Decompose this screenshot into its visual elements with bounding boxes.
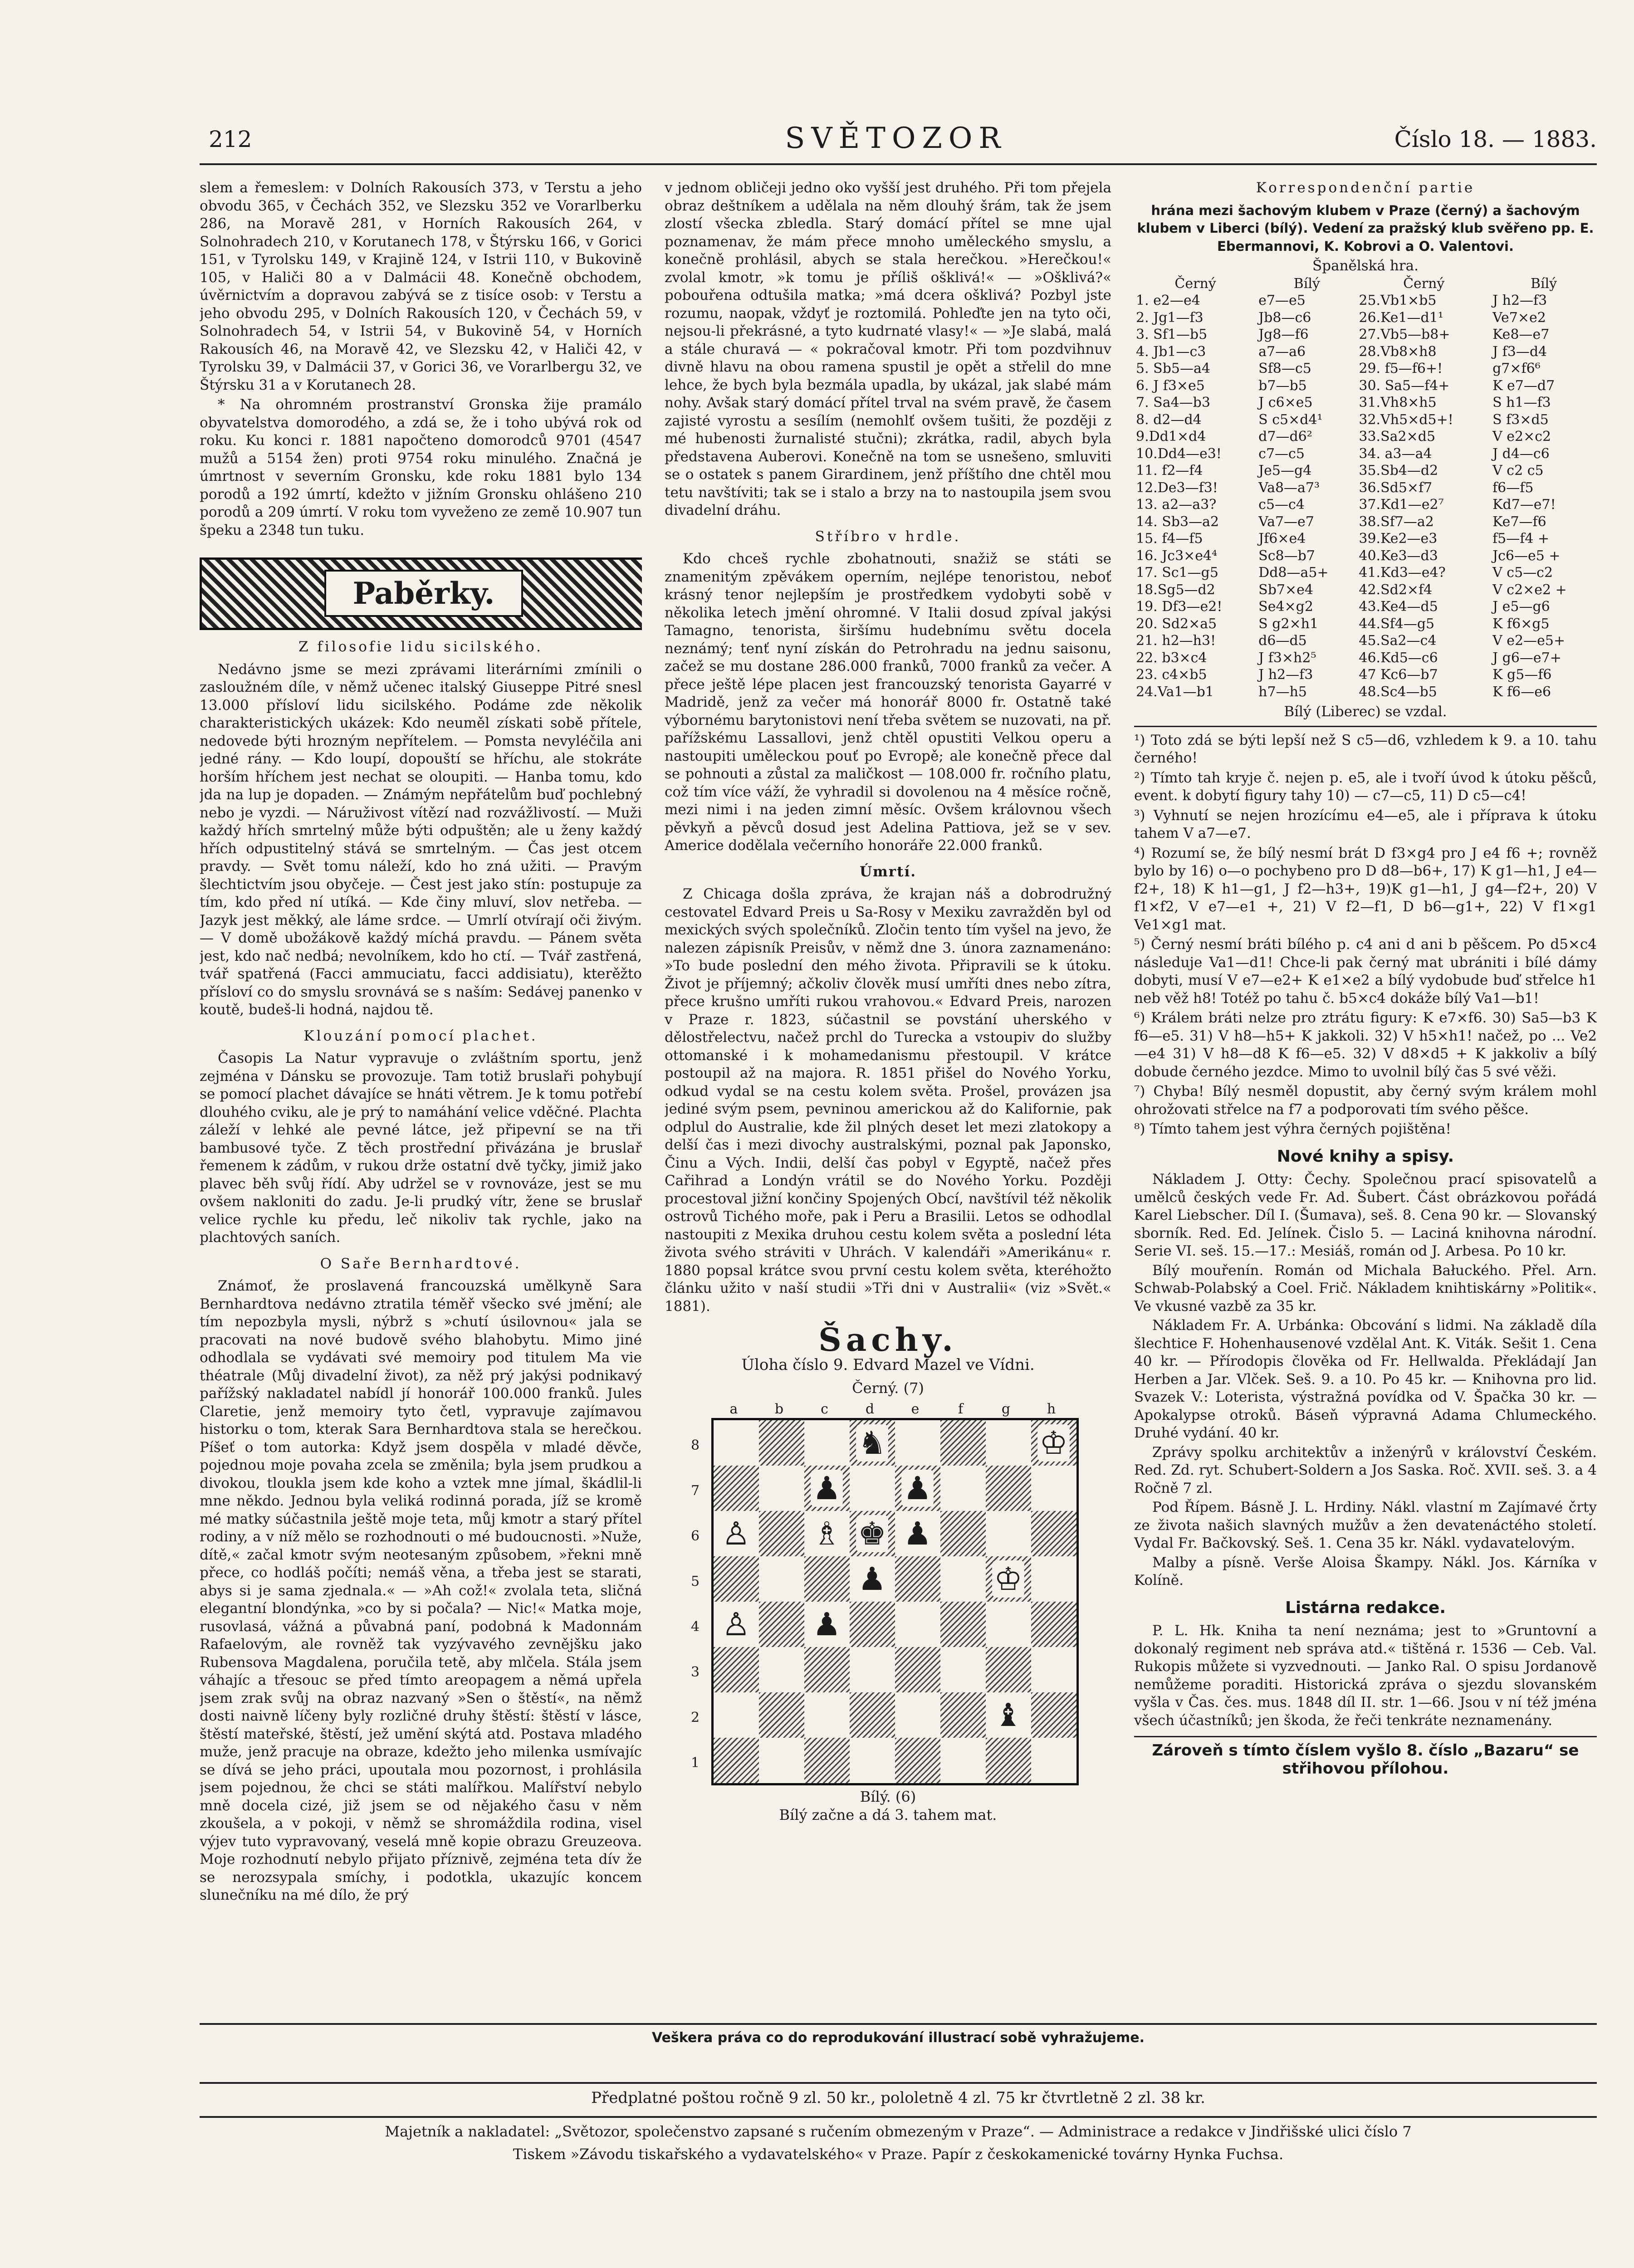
board-square (759, 1602, 804, 1647)
move-cell: K e7—d7 (1492, 377, 1555, 394)
move-cell: 30. Sa5—f4+ (1359, 377, 1450, 394)
footer-rule (200, 2116, 1597, 2118)
move-cell: 31.Vh8×h5 (1359, 395, 1437, 411)
paberky-banner (200, 557, 642, 630)
board-square (759, 1511, 804, 1556)
file-label: b (774, 1401, 784, 1417)
move-row (1134, 684, 1597, 701)
move-cell: Se4×g2 (1258, 599, 1313, 615)
chess-note: ⁸) Tímto tahem jest výhra černých pojištěna! (1134, 1121, 1451, 1137)
listarna-text: P. L. Hk. Kniha ta není neznáma; jest to »Gruntovní a dokonalý regiment neb správa atd.« tištěná r. 1536 — Ceb. Val. Rukopis můžete si vyzvednouti. — Janko Ral. O spisu Jordanově nemůžeme poraditi. Historická zpráva o sjezdu slovanském vyšla v Čas. čes. mus. 1848 díl II. str. 1—66. Jsou v ní též jména všech účastníků; jen škoda, že řeči tenkráte neznamenány. (1134, 1623, 1597, 1729)
chess-piece: ♟ (811, 1606, 843, 1643)
move-row (1134, 445, 1597, 463)
move-row (1134, 326, 1597, 343)
paragraph: Kdo chceš rychle zbohatnouti, snažiž se státi se znamenitým zpěvákem operním, nejlépe tenoristou, neboť krásný tenor nejlepším je prostředkem vydobyti sobě v několika letech jmění ohromné. V Italii dosud zpíval jakýsi Tamagno, tenorista, širšímu hudebnímu světu docela neznámý; tenť nyní získán do Petrohradu na jednu saisonu, začež se mu dostane 286.000 franků, 7000 franků za večer. A přece ještě lépe placen jest francouzský tenorista Gayarré v Madridě, jenž za večer má honorář 8000 fr. Ostatně také výbornému barytonistovi není třeba světem se nuzovati, na př. pařížskému Lassallovi, jenž chtěl opustiti Velkou operu a nastoupiti uměleckou pouť po Evropě; ale konečně přece dal se pohnouti a zůstal za maličkost — 108.000 fr. ročního platu, což tím více váží, že vyhradil si dovolenou na 4 měsíce ročně, mezi nimi i na jeden zimní měsíc. Ovšem královnou všech pěvkyň a pěvců dosud jest Adelina Pattiova, jež se v sev. Americe dodělala večerního honoráře 22.000 franků. (665, 551, 1111, 854)
paragraph: slem a řemeslem: v Dolních Rakousích 373, v Terstu a jeho obvodu 365, v Čechách 352, ve Slezsku 352 ve Vorarlberku 286, na Moravě 281, v Horních Rakousích 264, v Solnohradech 210, v Korutanech 178, v Štýrsku 166, v Gorici 151, v Tyrolsku 149, v Krajině 124, v Istrii 110, v Bukovině 105, v Haliči 80 a v Dalmácii 48. Konečně obchodem, úvěrnictvím a dopravou zabývá se z tisíce osob: v Terstu a jeho obvodu 295, v Dolních Rakousích 120, v Čechách 59, v Solnohradech 54, v Istrii 54, v Bukovině 54, v Horních Rakousích 46, na Moravě 42, ve Slezsku 42, v Haliči 42, v Tyrolsku 39, v Dalmácii 37, v Gorici 36, ve Vorarlbergu 32, ve Štýrsku 31 a v Korutanech 28. (200, 180, 642, 393)
move-cell: e7—e5 (1258, 293, 1306, 308)
chess-piece: ♔ (992, 1560, 1024, 1598)
move-row (1134, 564, 1597, 582)
move-row (1134, 309, 1597, 327)
move-row (1134, 632, 1597, 650)
chess-note: ³) Vyhnutí se nejen hrozícímu e4—e5, ale i příprava k útoku tahem V a7—e7. (1134, 807, 1597, 841)
file-label: c (821, 1401, 828, 1417)
footer-rule (200, 2082, 1597, 2084)
issue-number: Číslo 18. — 1883. (1394, 126, 1597, 152)
correspondence-subtitle: hrána mezi šachovým klubem v Praze (černý) a šachovým klubem v Liberci (bílý). Vedení za pražský klub svěřeno pp. E. Ebermannovi, K. Kobrovi a O. Valentovi. (1137, 202, 1594, 254)
move-cell: 25.Vb1×b5 (1359, 293, 1437, 308)
file-label: h (1047, 1401, 1056, 1417)
paragraph: Známoť, že proslavená francouzská umělkyně Sara Bernhardtova nedávno ztratila téměř všecko své jmění; ale tím nepozbyla mysli, nýbrž s »chutí úsilovnou« jala se pracovati na nové budově svého blahobytu. Mimo jiné odhodlala se vydávati své memoiry pod titulem Ma vie théatrale (Můj divadelní život), za něž prý jakýsi podnikavý pařížský nakladatel nabídl jí honorář 100.000 franků. Jules Claretie, jenž memoiry tyto četl, vypravuje zajímavou historku o tom, kterak Sara Bernhardtova stala se herečkou. Píšeť o tom autorka: Když jsem dospěla v mladé děvče, pojednou moje povaha zcela se změnila; byla jsem prudkou a divokou, tloukla jsem kde koho a vztek mne jímal, škádlil-li mne někdo. Jednou byla veliká rodinná porada, jíž se kromě mé matky súčastnila ještě moje teta, můj kmotr a starý přítel rodiny, a v níž mělo se rozhodnouti o mé budoucnosti. »Nuže, dítě,« začal kmotr svým neotesaným způsobem, »řekni mně přece, co hodláš počíti; nemáš věna, a třeba jest se starati, abys si je sama zjednala.« — »Ah což!« zvolala teta, sličná elegantní blondýnka, »co by si počala? — Nic!« Matka moje, rusovlasá, vážná a půvabná paní, podobná k Madonnám Rafaelovým, ale rovněž tak vyzývavého zevnějšku jako Rubensova Magdalena, poručila tetě, aby mlčela. Stála jsem váhajíc a třesouc se před tímto areopagem a němá upřela jsem zrak svůj na obraz nazvaný »Sen o štěstí«, na němž dosti naivně líčeny byly rozličné druhy štěstí: štěstí v lásce, štěstí mateřské, štěstí, jež umění skýtá atd. Postava mladého muže, jenž pracuje na obraze, kdežto jeho milenka usmívajíc se dívá se jeho práci, upoutala mou pozornost, i prohlásila jsem pojednou, že chci se státi malířkou. Malířství nebylo mně docela cizé, již jsem se od nějakého času v něm zkoušela, a v pokoji, v němž se shromáždila rodina, visel výjev tuto vypravovaný, veselá mně kopie obrazu Greuzeova. Moje rozhodnutí nebylo přijato příznivě, zejména teta dív že se nerozsypala smíchy, i podotkla, ukazujíc koncem slunečníku na mé dílo, že prý (200, 1278, 642, 1903)
file-label: a (729, 1401, 738, 1417)
move-cell: Dd8—a5+ (1258, 565, 1329, 581)
move-row (1134, 377, 1597, 395)
move-row (1134, 411, 1597, 429)
board-square (714, 1511, 759, 1556)
black-label: Černý. (7) (852, 1379, 924, 1397)
move-row (1134, 343, 1597, 361)
move-cell: J h2—f3 (1258, 667, 1313, 683)
board-square (1031, 1692, 1076, 1738)
move-cell: Sc8—b7 (1258, 547, 1315, 564)
rank-label: 8 (690, 1437, 700, 1453)
chess-piece: ♟ (901, 1515, 934, 1552)
column-header: Černý (1174, 275, 1216, 292)
move-row (1134, 666, 1597, 684)
chess-piece: ♝ (992, 1696, 1024, 1734)
board-square (850, 1466, 895, 1511)
board-square (759, 1692, 804, 1738)
board-square (986, 1602, 1031, 1647)
moves-header-row (1134, 275, 1597, 293)
column-3 (1134, 179, 1597, 2012)
section-title: O Saře Bernhardtové. (320, 1255, 522, 1272)
move-cell: 21. h2—h3! (1136, 633, 1216, 649)
section-title: Stříbro v hrdle. (815, 528, 961, 545)
move-cell: Sf8—c5 (1258, 361, 1311, 376)
board-square (895, 1738, 940, 1783)
move-cell: 7. Sa4—b3 (1136, 395, 1210, 411)
move-row (1134, 650, 1597, 667)
move-row (1134, 582, 1597, 599)
move-cell: 6. J f3×e5 (1136, 377, 1205, 394)
board-square (895, 1511, 940, 1556)
move-cell: V e2—e5+ (1492, 633, 1566, 649)
chess-piece: ♙ (720, 1515, 752, 1552)
chess-piece: ♟ (811, 1470, 843, 1507)
board-square (714, 1466, 759, 1511)
board-square (850, 1602, 895, 1647)
move-cell: S f3×d5 (1492, 411, 1549, 428)
chess-piece: ♟ (856, 1560, 888, 1598)
move-cell: 42.Sd2×f4 (1359, 582, 1433, 598)
board-square (804, 1692, 850, 1738)
subscription-line: Předplatné poštou ročně 9 zl. 50 kr., pololetně 4 zl. 75 kr čtvrtletně 2 zl. 38 kr. (591, 2089, 1205, 2107)
move-cell: 38.Sf7—a2 (1359, 513, 1434, 530)
move-cell: 27.Vb5—b8+ (1359, 327, 1450, 342)
board-square (1031, 1556, 1076, 1602)
problem-header: Úloha číslo 9. Edvard Mazel ve Vídni. (741, 1355, 1035, 1374)
move-cell: 40.Ke3—d3 (1359, 547, 1438, 564)
move-cell: 1. e2—e4 (1136, 293, 1200, 308)
move-cell: Jf6×e4 (1258, 531, 1306, 547)
move-cell: d6—d5 (1258, 633, 1307, 649)
move-cell: K g5—f6 (1492, 667, 1552, 683)
column-2 (665, 179, 1111, 2012)
board-square (714, 1647, 759, 1692)
board-square (1031, 1466, 1076, 1511)
move-cell: 39.Ke2—e3 (1359, 531, 1438, 547)
move-cell: a7—a6 (1258, 343, 1306, 360)
rank-label: 1 (690, 1755, 700, 1771)
chess-piece: ♙ (720, 1606, 752, 1643)
book-entry: Nákladem Fr. A. Urbánka: Obcování s lidmi. Na základě díla šlechtice F. Hohenhausenové vzdělal Ant. K. Viták. Sešit 1. Cena 40 kr. — Přírodopis člověka od Fr. Hellwalda. Překládají Jan Herben a Jar. Vlček. Seš. 9. a 10. Po 45 kr. — Knihovna pro lid. Svazek V.: Loterista, výstražná povídka od V. Špačka 30 kr. — Apokalypse otroků. Báseň výpravná Adama Chlumeckého. Druhé vydání. 40 kr. (1134, 1317, 1597, 1441)
board-square (759, 1738, 804, 1783)
move-row (1134, 616, 1597, 633)
paragraph: Z Chicaga došla zpráva, že krajan náš a dobrodružný cestovatel Edvard Preis u Sa-Rosy v Mexiku zavražděn byl od mexických svých společníků. Zločin tento tím vyšel na jevo, že nalezen zápisník Preisův, v němž dne 3. února zaznamenáno: »To bude poslední den mého života. Připravili se k útoku. Život je příjemný; ačkoliv člověk musí umříti dnes nebo zítra, přece krušno umříti rukou vrahovou.« Edvard Preis, narozen v Praze r. 1823, súčastnil se povstání uherského v dělostřelectvu, načež prchl do Turecka a vstoupiv do služby ottomanské i k mohamedanismu přestoupil. V krátce postoupil až na majora. R. 1851 přišel do Nového Yorku, odkud vydal se na cestu kolem světa. Prošel, provázen jsa jediné svým psem, pevninou americkou až do Kalifornie, pak odplul do Australie, kde žil plných deset let mezi zlatokopy a delší čas i mezi divochy australskými, poznal pak Japonsko, Činu a Vých. Indii, delší čas pobyl v Egyptě, načež přes Cařihrad a Londýn vrátil se do Nového Yorku. Později procestoval jižní končiny Spojených Obcí, navštívil též několik ostrovů Tichého moře, pak i Peru a Brasilii. Letos se odhodlal nastoupiti z Mexika druhou cestu kolem světa a poslední léta života svého stráviti v Uhrách. V kalendáři »Amerikánu« r. 1880 popsal krátce svou první cestu kolem světa, kteréhožto článku užito v naší studii »Tři dni v Australii« (viz »Svět.« 1881). (665, 886, 1111, 1315)
book-entry: Malby a písně. Verše Aloisa Škampy. Nákl. Jos. Kárníka v Kolíně. (1134, 1554, 1597, 1589)
divider (1134, 726, 1597, 727)
correspondence-title: Korrespondenční partie (1256, 180, 1475, 196)
move-cell: V c5—c2 (1492, 565, 1553, 581)
file-labels (711, 1400, 1074, 1418)
rank-label: 2 (690, 1709, 700, 1725)
move-cell: 15. f4—f5 (1136, 531, 1203, 547)
board-square (940, 1466, 986, 1511)
move-cell: 26.Ke1—d1¹ (1359, 309, 1443, 326)
move-cell: S g2×h1 (1258, 616, 1319, 632)
move-cell: 28.Vb8×h8 (1359, 343, 1437, 360)
board-square (940, 1602, 986, 1647)
move-cell: Kd7—e7! (1492, 497, 1556, 513)
move-cell: J e5—g6 (1492, 599, 1550, 615)
books-list (1134, 1171, 1597, 1590)
move-cell: 41.Kd3—e4? (1359, 565, 1446, 581)
board-square (1031, 1647, 1076, 1692)
board-square (986, 1420, 1031, 1466)
board-square (759, 1466, 804, 1511)
board-square (804, 1420, 850, 1466)
move-row (1134, 479, 1597, 497)
rights-line: Veškera práva co do reprodukování illustrací sobě vyhražujeme. (651, 2030, 1145, 2046)
opening-name: Španělská hra. (1312, 258, 1419, 274)
column-header: Černý (1403, 275, 1445, 292)
move-cell: 4. Jb1—c3 (1136, 343, 1206, 360)
chess-note: ⁷) Chyba! Bílý nesměl dopustit, aby černý svým králem mohl ohrožovati střelce na f7 a podporovati tím svého pěšce. (1134, 1083, 1597, 1118)
white-label: Bílý. (6) (860, 1788, 916, 1805)
move-cell: K f6×g5 (1492, 616, 1550, 632)
move-cell: J g6—e7+ (1492, 650, 1561, 666)
move-cell: f6—f5 (1492, 479, 1534, 496)
rank-label: 3 (690, 1664, 700, 1680)
move-cell: J f3×h2⁵ (1258, 650, 1316, 666)
move-cell: 3. Sf1—b5 (1136, 327, 1208, 342)
board-square (850, 1556, 895, 1602)
board-square (940, 1556, 986, 1602)
column-header: Bílý (1530, 275, 1557, 292)
bazar-advert: Zároveň s tímto číslem vyšlo 8. číslo „Bazaru“ se střihovou přílohou. (1152, 1741, 1579, 1778)
rank-label: 4 (690, 1618, 700, 1635)
move-cell: Jc6—e5 + (1492, 547, 1561, 564)
board-square (895, 1602, 940, 1647)
board-square (759, 1420, 804, 1466)
move-cell: 48.Sc4—b5 (1359, 684, 1437, 700)
board-square (850, 1647, 895, 1692)
move-cell: Jg8—f6 (1258, 327, 1309, 342)
move-cell: V c2×e2 + (1492, 582, 1567, 598)
result-line: Bílý (Liberec) se vzdal. (1284, 704, 1447, 720)
rank-labels (684, 1423, 707, 1786)
board-square (1031, 1420, 1076, 1466)
move-row (1134, 530, 1597, 547)
move-cell: 47 Kc6—b7 (1359, 667, 1438, 683)
board-square (850, 1511, 895, 1556)
move-cell: 29. f5—f6+! (1359, 361, 1443, 376)
move-cell: 8. d2—d4 (1136, 411, 1202, 428)
board-square (850, 1738, 895, 1783)
board-square (804, 1556, 850, 1602)
chess-board (711, 1418, 1079, 1785)
paragraph: v jednom obličeji jedno oko vyšší jest druhého. Při tom přejela obraz deštníkem a udělala na něm dlouhý šrám, tak že jsem zlostí všecka zbledla. Starý domácí přítel se mne ujal poznamenav, že mám přece mnoho uměleckého smyslu, a konečně prohlásil, abych se stala herečkou. »Herečkou!« zvolal kmotr, »k tomu je příliš ošklivá!« — »Ošklivá?« pobouřena odtušila matka; »má dcera ošklivá? Pozbyl jste rozumu, naopak, vždyť je roztomilá. Pohleďte jen na tyto oči, nejsou-li překrásné, a tyto kudrnaté vlasy!« — »Je slabá, malá a stále churavá — « pokračoval kmotr. Při tom pozdvihnuv divně hlavu na obou ramena spustil je opět a střelil do mne lehce, že bych byla bezmála upadla, by ukázal, jak slabé mám nohy. Avšak starý domácí přítel trval na svém pravě, že časem zajisté vyrostu a sesílím (nemohlť ovšem tušiti, že později z mé hubenosti žurnalisté stučni); zkrátka, radil, abych byla představena Auberovi. Konečně na tom se usnešeno, smluviti se o ostatek s panem Girardinem, jenž příštího dne chtěl mou tetu navštíviti; tak se i stalo a brzy na to nastoupila jsem svou divadelní dráhu. (665, 180, 1111, 518)
move-cell: J h2—f3 (1492, 293, 1547, 308)
chess-piece: ♚ (856, 1515, 888, 1552)
move-cell: c5—c4 (1258, 497, 1305, 513)
move-cell: 20. Sd2×a5 (1136, 616, 1217, 632)
chess-note: ⁶) Králem bráti nelze pro ztrátu figury: K e7×f6. 30) Sa5—b3 K f6—e5. 31) V h8—h5+ K jakkoli. 32) V h5×h1! načež, po ... Ve2—e4 31) V h8—d8 K f6—e5. 32) V d8×d5 + K jakkoliv a bílý dobude černého jezdce. Mimo to uvolnil bílý čas 5 své věži. (1134, 1010, 1597, 1080)
board-square (714, 1556, 759, 1602)
chess-notes (1134, 732, 1597, 1139)
move-cell: J d4—c6 (1492, 445, 1550, 462)
move-cell: 44.Sf4—g5 (1359, 616, 1435, 632)
move-cell: S c5×d4¹ (1258, 411, 1323, 428)
chess-note: ¹) Toto zdá se býti lepší než S c5—d6, vzhledem k 9. a 10. tahu černého! (1134, 732, 1597, 766)
file-label: e (911, 1401, 920, 1417)
board-square (1031, 1602, 1076, 1647)
board-square (895, 1647, 940, 1692)
move-cell: V e2×c2 (1492, 429, 1551, 445)
move-cell: 37.Kd1—e2⁷ (1359, 497, 1444, 513)
board-square (986, 1738, 1031, 1783)
move-cell: Ke7—f6 (1492, 513, 1546, 530)
problem-caption: Bílý začne a dá 3. tahem mat. (779, 1806, 997, 1823)
file-label: d (865, 1401, 875, 1417)
column-1 (200, 179, 642, 2012)
move-row (1134, 462, 1597, 479)
move-cell: 32.Vh5×d5+! (1359, 411, 1453, 428)
chess-piece: ♟ (901, 1470, 934, 1507)
move-cell: Ve7×e2 (1492, 309, 1546, 326)
move-cell: 16. Jc3×e4⁴ (1136, 547, 1218, 564)
move-cell: 2. Jg1—f3 (1136, 309, 1203, 326)
board-square (804, 1466, 850, 1511)
book-entry: Pod Řípem. Básně J. L. Hrdiny. Nákl. vlastní m Zajímavé črty ze života našich slavných mužův a žen devatenáctého století. Vydal Fr. Bačkovský. Seš. 1. Cena 35 kr. Nákl. vydavatelovým. (1134, 1499, 1597, 1551)
board-square (759, 1556, 804, 1602)
move-cell: 33.Sa2×d5 (1359, 429, 1436, 445)
move-cell: Ke8—e7 (1492, 327, 1550, 342)
move-row (1134, 496, 1597, 513)
board-square (940, 1738, 986, 1783)
footer-rule (200, 2023, 1597, 2025)
chess-note: ²) Tímto tah kryje č. nejen p. e5, ale i tvoří úvod k útoku pěšců, event. k dobytí figury tahy 10) — c7—c5, 11) D c5—c4! (1134, 769, 1597, 804)
move-cell: g7×f6⁶ (1492, 361, 1541, 376)
move-cell: K f6—e6 (1492, 684, 1551, 700)
board-square (986, 1647, 1031, 1692)
move-row (1134, 547, 1597, 565)
divider (1134, 1736, 1597, 1737)
move-row (1134, 428, 1597, 445)
move-cell: 35.Sb4—d2 (1359, 463, 1438, 479)
move-row (1134, 360, 1597, 377)
column-header: Bílý (1293, 275, 1320, 292)
moves-table (1134, 275, 1597, 701)
move-cell: 9.Dd1×d4 (1136, 429, 1206, 445)
listarna-title: Listárna redakce. (1285, 1598, 1446, 1617)
board-square (940, 1511, 986, 1556)
chess-section-title: Šachy. (818, 1321, 958, 1359)
board-square (850, 1420, 895, 1466)
chess-piece: ♗ (811, 1515, 843, 1552)
board-square (714, 1738, 759, 1783)
move-cell: S h1—f3 (1492, 395, 1551, 411)
section-title: Z filosofie lidu sicilského. (298, 639, 543, 655)
board-square (986, 1556, 1031, 1602)
move-cell: f5—f4 + (1492, 531, 1550, 547)
move-row (1134, 513, 1597, 531)
moves-body (1134, 292, 1597, 700)
move-cell: 13. a2—a3? (1136, 497, 1217, 513)
board-square (895, 1556, 940, 1602)
board-square (1031, 1738, 1076, 1783)
move-cell: 19. Df3—e2! (1136, 599, 1223, 615)
move-cell: Va8—a7³ (1258, 479, 1320, 496)
chess-diagram (684, 1400, 1092, 1786)
move-cell: 14. Sb3—a2 (1136, 513, 1219, 530)
header-rule (200, 163, 1597, 165)
paragraph: * Na ohromném prostranství Gronska žije pramálo obyvatelstva domorodého, a zdá se, že i toho ubývá rok od roku. Ku konci r. 1881 napočteno domorodců 9701 (4547 mužů a 5154 žen) proti 9754 roku minulého. Značná je úmrtnost v severním Gronsku, kde roku 1881 bylo 134 porodů a 192 úmrtí, kdežto v jižním Gronsku ohlášeno 210 porodů a 209 úmrtí. V roku tom vyveženo ze země 10.907 tun špeku a 2348 tun tuku. (200, 396, 642, 538)
printer-line: Tiskem »Závodu tiskařského a vydavatelského« v Praze. Papír z českokamenické továrny Hynka Fuchsa. (513, 2146, 1284, 2163)
move-cell: 11. f2—f4 (1136, 463, 1203, 479)
move-row (1134, 598, 1597, 616)
move-cell: 22. b3×c4 (1136, 650, 1207, 666)
move-cell: 10.Dd4—e3! (1136, 445, 1222, 462)
move-cell: J c6×e5 (1258, 395, 1313, 411)
chess-note: ⁵) Černý nesmí bráti bílého p. c4 ani d ani b pěšcem. Po d5×c4 následuje Va1—d1! Chce-li pak černý mat ubrániti i bílé dámy dobyti, musí V e7—e2+ K e1×e2 a bílý vydobude buď střelce h1 neb věž h8! Totéž po tahu č. b5×c4 dokáže bílý Va1—b1! (1134, 936, 1597, 1007)
move-cell: Va7—e7 (1258, 513, 1314, 530)
board-square (804, 1647, 850, 1692)
board-square (895, 1466, 940, 1511)
move-cell: Je5—g4 (1258, 463, 1312, 479)
board-square (714, 1420, 759, 1466)
file-label: f (958, 1401, 964, 1417)
banner-title: Paběrky. (324, 570, 523, 617)
move-cell: c7—c5 (1258, 445, 1305, 462)
move-cell: Jb8—c6 (1258, 309, 1311, 326)
chess-piece: ♞ (856, 1424, 888, 1461)
move-cell: 5. Sb5—a4 (1136, 361, 1210, 376)
board-square (986, 1511, 1031, 1556)
section-title: Klouzání pomocí plachet. (303, 1027, 538, 1044)
move-cell: Sb7×e4 (1258, 582, 1313, 598)
masthead: SVĚTOZOR (785, 122, 1007, 155)
board-square (850, 1692, 895, 1738)
board-square (895, 1692, 940, 1738)
move-cell: 46.Kd5—c6 (1359, 650, 1438, 666)
book-entry: Bílý mouřenín. Román od Michala Bałuckého. Přel. Arn. Schwab-Polabský a Coel. Frič. Nákladem knihtiskárny »Politik«. Ve vkusné vazbě za 35 kr. (1134, 1262, 1597, 1315)
move-cell: 36.Sd5×f7 (1359, 479, 1433, 496)
board-square (804, 1511, 850, 1556)
rank-label: 5 (690, 1573, 700, 1589)
chess-piece: ♔ (1037, 1424, 1070, 1461)
board-square (714, 1692, 759, 1738)
move-cell: 23. c4×b5 (1136, 667, 1207, 683)
book-entry: Zprávy spolku architektův a inženýrů v království Českém. Red. Zd. ryt. Schubert-Soldern a Jos Saska. Roč. XVII. seš. 3. a 4 Ročně 7 zl. (1134, 1444, 1597, 1496)
board-square (940, 1647, 986, 1692)
board-square (804, 1602, 850, 1647)
move-cell: 45.Sa2—c4 (1359, 633, 1437, 649)
move-cell: h7—h5 (1258, 684, 1307, 700)
page-header (191, 122, 1601, 158)
publisher-line: Majetník a nakladatel: „Světozor, společenstvo zapsané s ručením obmezeným v Praze“. — Administrace a redakce v Jindřišské ulici číslo 7 (385, 2123, 1412, 2140)
paragraph: Časopis La Natur vypravuje o zvláštním sportu, jenž zejména v Dánsku se provozuje. Tam totiž bruslaři pohybují se pomocí plachet dávajíce se hnáti větrem. Je k tomu potřebí dlouhého cviku, ale je prý to namáhání velice vděčné. Plachta záleží v lehké ale pevné látce, jež připevní se na tři bambusové tyče. Z těch prostřední přivázána je bruslař řemenem k zádům, v rukou drže ostatní dvě tyčky, jimiž jako plavec běh svůj řídí. Aby udržel se v rovnováze, jest se mu ovšem nakloniti do zadu. Je-li prudký vítr, žene se bruslař velice rychle ku předu, leč nikoliv tak rychle, jako na plachtových saních. (200, 1050, 642, 1246)
board-square (986, 1466, 1031, 1511)
move-cell: 12.De3—f3! (1136, 479, 1218, 496)
move-row (1134, 394, 1597, 411)
move-cell: J f3—d4 (1492, 343, 1547, 360)
chess-note: ⁴) Rozumí se, že bílý nesmí brát D f3×g4 pro J e4 f6 +; rovněž bylo by 16) o—o pochybeno pro D d8—b6+, 17) K g1—h1, J e4—f2+, 18) K h1—g1, J f2—h3+, 19)K g1—h1, J g4—f2+, 20) V f1×f2, V e7—e1 +, 21) V f2—f1, D b6—g1+, 22) V f1×g1 Ve1×g1 mat. (1134, 845, 1597, 933)
move-cell: 24.Va1—b1 (1136, 684, 1214, 700)
move-cell: b7—b5 (1258, 377, 1307, 394)
rank-label: 7 (690, 1482, 700, 1499)
move-cell: 43.Ke4—d5 (1359, 599, 1438, 615)
move-row (1134, 292, 1597, 309)
book-entry: Nákladem J. Otty: Čechy. Společnou prací spisovatelů a umělců českých vede Fr. Ad. Šubert. Část obrázkovou pořádá Karel Liebscher. Díl I. (Šumava), seš. 8. Cena 90 kr. — Slovanský sborník. Red. Ed. Jelínek. Čislo 5. — Laciná knihovna národní. Serie VI. seš. 15.—17.: Mesiáš, román od J. Arbesa. Po 10 kr. (1134, 1171, 1597, 1259)
move-cell: d7—d6² (1258, 429, 1312, 445)
rank-label: 6 (690, 1528, 700, 1544)
board-square (759, 1647, 804, 1692)
board-square (895, 1420, 940, 1466)
board-square (804, 1738, 850, 1783)
board-square (940, 1692, 986, 1738)
board-square (1031, 1511, 1076, 1556)
page-number: 212 (209, 126, 252, 152)
move-cell: 17. Sc1—g5 (1136, 565, 1218, 581)
books-title: Nové knihy a spisy. (1277, 1147, 1454, 1166)
file-label: g (1001, 1401, 1011, 1417)
board-square (940, 1420, 986, 1466)
move-cell: 18.Sg5—d2 (1136, 582, 1215, 598)
paragraph: Nedávno jsme se mezi zprávami literárními zmínili o zasloužném díle, v němž učenec italský Giuseppe Pitré snesl 13.000 přísloví lidu sicilského. Podáme zde několik charakteristických ukázek: Kdo neuměl získati sobě přítele, nedovede býti hrozným nepřítelem. — Pomsta nevyléčila ani jedné rány. — Kdo loupí, dopouští se hříchu, ale stokráte horším hříchem jest nechat se oloupiti. — Hanba tomu, kdo jda na lup je dopaden. — Známým nepřátelům buď pochlebný nebo je vyzdi. — Náruživost vítězí nad rozvážlivostí. — Muži každý hřích smrtelný může býti odpuštěn; ale u ženy každý hřích odpustitelný stává se smrtelným. — Čas jest otcem pravdy. — Svět tomu náleží, kdo ho zná užiti. — Pravým šlechtictvím jsou obyčeje. — Čest jest jako stín: postupuje za tím, kdo před ní utíká. — Kde činy mluví, slov netřeba. — Jazyk jest měkký, ale láme srdce. — Umrlí otvírají oči živým. — V domě ubožákově každý míchá pravdu. — Pánem světa jest, kdo nač nedbá; nevolníkem, kdo ho ctí. — Tvář zastřená, tvář spatřená (Facci ammuciatu, facci addisiatu), kterěžto přísloví co do smyslu srovnává se s naším: Sedávej panenko v koutě, budeš-li hodná, najdou tě. (200, 661, 642, 1018)
move-cell: 34. a3—a4 (1359, 445, 1432, 462)
board-square (714, 1602, 759, 1647)
move-cell: V c2 c5 (1492, 463, 1544, 479)
section-title: Úmrtí. (859, 863, 917, 880)
board-square (986, 1692, 1031, 1738)
